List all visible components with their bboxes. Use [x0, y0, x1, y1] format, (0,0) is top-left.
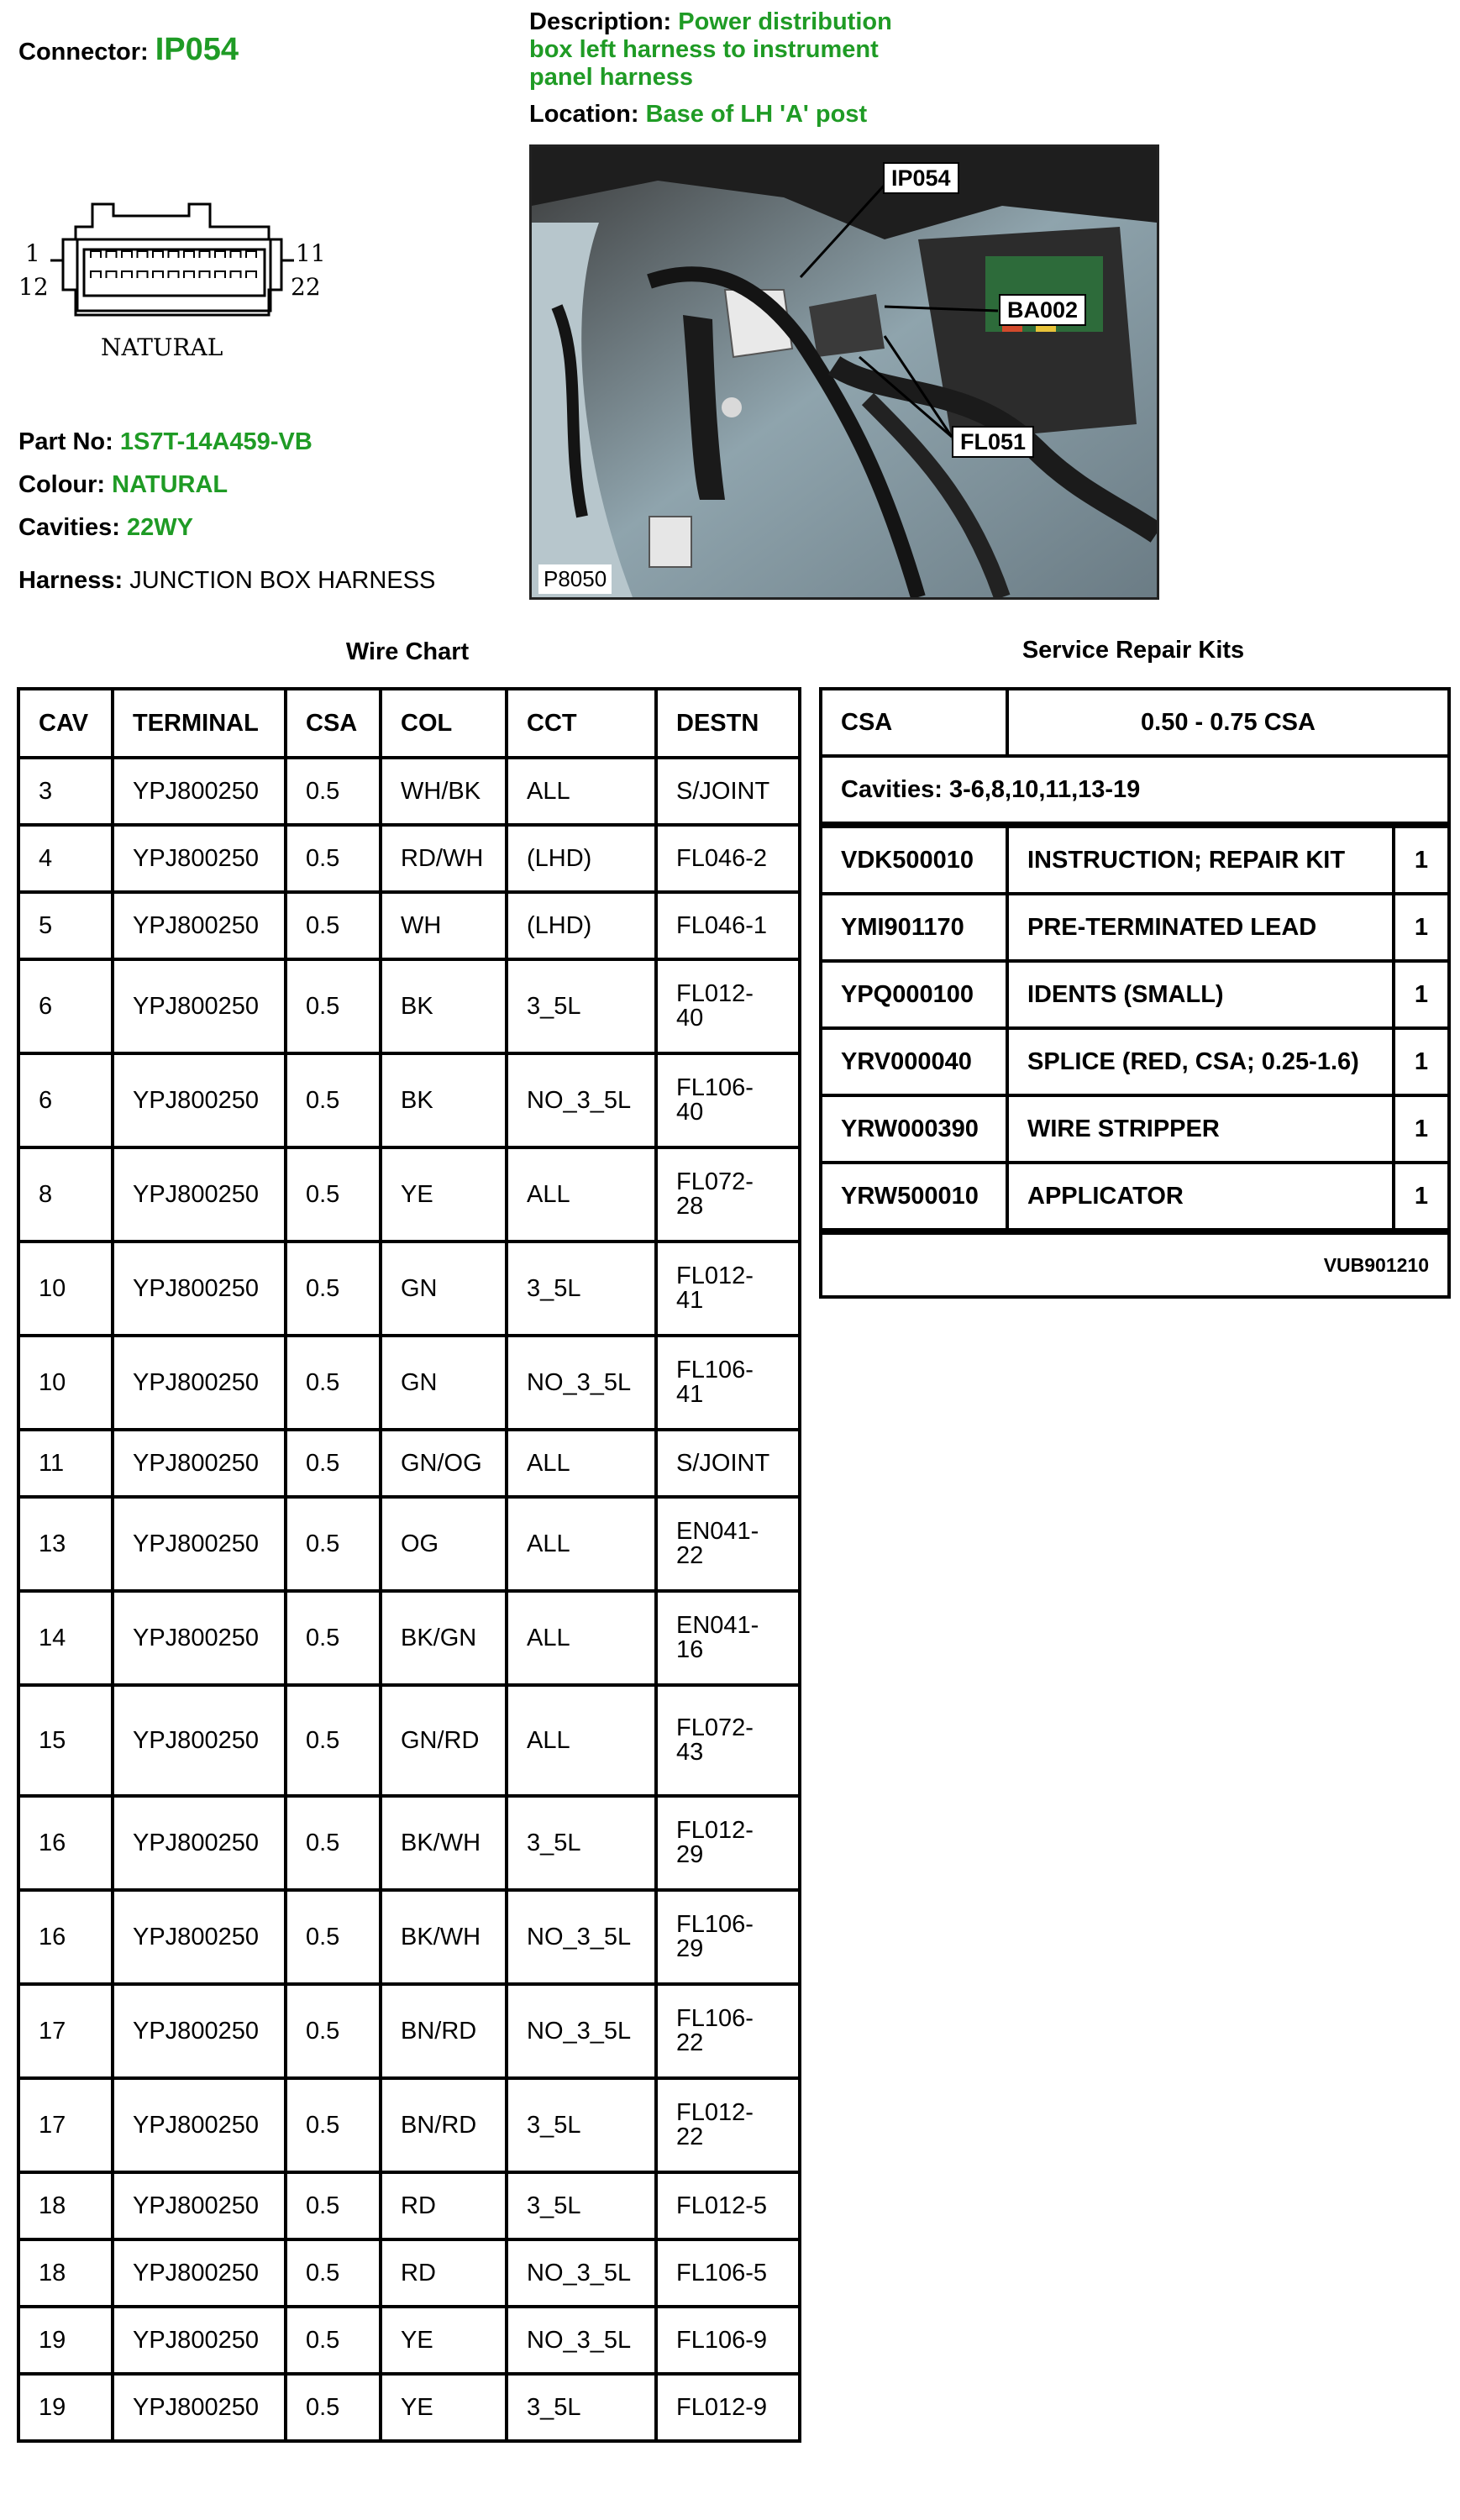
- cell-cav: 6: [18, 1053, 113, 1147]
- cell-destn: FL012- 29: [656, 1796, 800, 1890]
- cell-terminal: YPJ800250: [113, 2374, 286, 2441]
- colour-value: NATURAL: [112, 471, 228, 498]
- cell-destn: FL106- 41: [656, 1336, 800, 1430]
- connector-pin-icon: [91, 271, 101, 278]
- header-csa: CSA: [286, 689, 381, 758]
- table-row: [18, 1336, 800, 1430]
- cell-cct: 3_5L: [507, 1242, 656, 1336]
- cell-cav: 13: [18, 1497, 113, 1591]
- description-label: Description:: [529, 8, 672, 35]
- cell-cav: 18: [18, 2172, 113, 2239]
- cavities-line: [18, 514, 193, 542]
- cell-cct: 3_5L: [507, 2078, 656, 2172]
- cell-csa: 0.5: [286, 1984, 381, 2078]
- cell-destn: FL072- 43: [656, 1685, 800, 1796]
- kit-item-row: [821, 961, 1449, 1028]
- cell-terminal: YPJ800250: [113, 2239, 286, 2307]
- csa-label: CSA: [821, 689, 1007, 756]
- cell-destn: FL012- 40: [656, 959, 800, 1053]
- kit-description: APPLICATOR: [1007, 1163, 1394, 1231]
- connector-pin-icon: [122, 251, 132, 258]
- kit-description: INSTRUCTION; REPAIR KIT: [1007, 825, 1394, 894]
- table-row: [18, 1685, 800, 1796]
- table-row: [18, 2307, 800, 2374]
- cell-cav: 18: [18, 2239, 113, 2307]
- cell-cct: NO_3_5L: [507, 2307, 656, 2374]
- cell-col: OG: [381, 1497, 507, 1591]
- cell-terminal: YPJ800250: [113, 1685, 286, 1796]
- kit-item-row: [821, 825, 1449, 894]
- table-row: [18, 1796, 800, 1890]
- cell-destn: FL072- 28: [656, 1147, 800, 1242]
- cell-col: BK/GN: [381, 1591, 507, 1685]
- cell-csa: 0.5: [286, 2239, 381, 2307]
- cell-csa: 0.5: [286, 1336, 381, 1430]
- cell-cct: (LHD): [507, 892, 656, 959]
- cell-col: BN/RD: [381, 1984, 507, 2078]
- cell-cct: NO_3_5L: [507, 1890, 656, 1984]
- cell-cct: 3_5L: [507, 1796, 656, 1890]
- cell-cav: 10: [18, 1242, 113, 1336]
- cell-terminal: YPJ800250: [113, 1053, 286, 1147]
- table-row: [18, 1147, 800, 1242]
- connector-pin-icon: [184, 271, 194, 278]
- location-photo: [529, 144, 1159, 600]
- callout-fl051: FL051: [952, 426, 1034, 458]
- kit-qty: 1: [1394, 825, 1449, 894]
- cell-col: WH: [381, 892, 507, 959]
- cell-cav: 17: [18, 2078, 113, 2172]
- cell-cct: NO_3_5L: [507, 2239, 656, 2307]
- wire-chart-title: Wire Chart: [345, 638, 470, 665]
- cell-cct: ALL: [507, 1147, 656, 1242]
- table-row: [18, 2374, 800, 2441]
- colour-line: [18, 471, 228, 499]
- cell-cct: NO_3_5L: [507, 1984, 656, 2078]
- connector-colour-caption: NATURAL: [101, 333, 223, 361]
- cell-cct: 3_5L: [507, 2172, 656, 2239]
- pin-12-label: 12: [18, 273, 49, 301]
- cell-cav: 17: [18, 1984, 113, 2078]
- cell-destn: FL106- 29: [656, 1890, 800, 1984]
- cell-col: GN: [381, 1336, 507, 1430]
- location-line: [529, 101, 867, 129]
- cell-destn: FL106-5: [656, 2239, 800, 2307]
- cell-cav: 8: [18, 1147, 113, 1242]
- cell-col: BK: [381, 1053, 507, 1147]
- header-destn: DESTN: [656, 689, 800, 758]
- cell-terminal: YPJ800250: [113, 1242, 286, 1336]
- cell-cav: 3: [18, 758, 113, 825]
- cell-cav: 6: [18, 959, 113, 1053]
- cell-terminal: YPJ800250: [113, 1984, 286, 2078]
- cell-terminal: YPJ800250: [113, 1147, 286, 1242]
- cell-cav: 10: [18, 1336, 113, 1430]
- cell-col: GN: [381, 1242, 507, 1336]
- cell-terminal: YPJ800250: [113, 1497, 286, 1591]
- cell-terminal: YPJ800250: [113, 825, 286, 892]
- table-row: [18, 959, 800, 1053]
- cell-cct: ALL: [507, 1497, 656, 1591]
- connector-pin-icon: [246, 251, 256, 258]
- pin-11-label: 11: [296, 239, 326, 267]
- kit-qty: 1: [1394, 894, 1449, 961]
- table-row: [18, 1497, 800, 1591]
- kit-item-row: [821, 1028, 1449, 1095]
- cavities-value: 22WY: [126, 514, 193, 541]
- connector-label: Connector:: [18, 39, 149, 66]
- connector-pin-icon: [107, 271, 117, 278]
- repair-kits-title: Service Repair Kits: [1021, 637, 1245, 664]
- kit-qty: 1: [1394, 1095, 1449, 1163]
- kit-code: VDK500010: [821, 825, 1007, 894]
- table-row: [18, 892, 800, 959]
- cell-col: BK: [381, 959, 507, 1053]
- part-no-label: Part No:: [18, 428, 113, 455]
- table-row: [18, 1890, 800, 1984]
- pin-22-label: 22: [291, 273, 321, 301]
- connector-pin-icon: [215, 251, 225, 258]
- description-line-2: box left harness to instrument: [529, 36, 879, 63]
- connector-pin-icon: [169, 251, 179, 258]
- cell-terminal: YPJ800250: [113, 2078, 286, 2172]
- cell-cct: (LHD): [507, 825, 656, 892]
- cell-cct: ALL: [507, 1591, 656, 1685]
- cell-csa: 0.5: [286, 1497, 381, 1591]
- cell-csa: 0.5: [286, 892, 381, 959]
- connector-pin-icon: [169, 271, 179, 278]
- cell-terminal: YPJ800250: [113, 758, 286, 825]
- kit-description: PRE-TERMINATED LEAD: [1007, 894, 1394, 961]
- kit-description: SPLICE (RED, CSA; 0.25-1.6): [1007, 1028, 1394, 1095]
- cell-cav: 19: [18, 2307, 113, 2374]
- cell-destn: FL012- 41: [656, 1242, 800, 1336]
- cell-terminal: YPJ800250: [113, 892, 286, 959]
- cell-destn: FL012-5: [656, 2172, 800, 2239]
- harness-photo-illustration: [532, 147, 1157, 597]
- table-row: [18, 2078, 800, 2172]
- cell-cct: ALL: [507, 1685, 656, 1796]
- table-row: [18, 1430, 800, 1497]
- cell-col: GN/RD: [381, 1685, 507, 1796]
- cell-col: BK/WH: [381, 1890, 507, 1984]
- cell-terminal: YPJ800250: [113, 1430, 286, 1497]
- cell-csa: 0.5: [286, 959, 381, 1053]
- cell-cct: ALL: [507, 1430, 656, 1497]
- cell-csa: 0.5: [286, 1430, 381, 1497]
- cell-terminal: YPJ800250: [113, 2307, 286, 2374]
- cell-terminal: YPJ800250: [113, 1890, 286, 1984]
- kit-cavities: Cavities: 3-6,8,10,11,13-19: [821, 756, 1449, 825]
- table-row: [18, 825, 800, 892]
- connector-heading: [18, 32, 239, 68]
- callout-ba002: BA002: [999, 294, 1086, 326]
- callout-ip054: IP054: [883, 162, 959, 194]
- cell-col: YE: [381, 2374, 507, 2441]
- cell-csa: 0.5: [286, 1053, 381, 1147]
- cell-col: BK/WH: [381, 1796, 507, 1890]
- harness-line: [18, 567, 435, 595]
- connector-pin-icon: [184, 251, 194, 258]
- harness-value: JUNCTION BOX HARNESS: [129, 567, 436, 594]
- description-line-1: Power distribution: [678, 8, 892, 35]
- cell-csa: 0.5: [286, 1242, 381, 1336]
- cell-cav: 11: [18, 1430, 113, 1497]
- cell-col: BN/RD: [381, 2078, 507, 2172]
- cell-cav: 16: [18, 1890, 113, 1984]
- cell-destn: FL012-9: [656, 2374, 800, 2441]
- kit-reference-row: [821, 1231, 1449, 1297]
- kit-code: YPQ000100: [821, 961, 1007, 1028]
- cell-cct: NO_3_5L: [507, 1053, 656, 1147]
- kit-code: YRW500010: [821, 1163, 1007, 1231]
- connector-pin-icon: [138, 271, 148, 278]
- cell-csa: 0.5: [286, 825, 381, 892]
- cavities-row: [821, 756, 1449, 825]
- cell-destn: S/JOINT: [656, 1430, 800, 1497]
- cell-col: RD: [381, 2172, 507, 2239]
- kit-item-row: [821, 1095, 1449, 1163]
- kit-qty: 1: [1394, 1028, 1449, 1095]
- cell-terminal: YPJ800250: [113, 1336, 286, 1430]
- description-line-3: panel harness: [529, 64, 694, 91]
- cell-csa: 0.5: [286, 1147, 381, 1242]
- kit-code: YRV000040: [821, 1028, 1007, 1095]
- cell-cav: 5: [18, 892, 113, 959]
- table-row: [18, 758, 800, 825]
- cell-cct: NO_3_5L: [507, 1336, 656, 1430]
- repair-kits-table: [819, 687, 1451, 1299]
- connector-face-diagram: [17, 189, 336, 374]
- connector-pin-icon: [200, 251, 210, 258]
- cell-csa: 0.5: [286, 2307, 381, 2374]
- cell-cav: 19: [18, 2374, 113, 2441]
- cell-csa: 0.5: [286, 1796, 381, 1890]
- cell-col: GN/OG: [381, 1430, 507, 1497]
- pin-1-label: 1: [25, 239, 40, 267]
- wire-chart-header-row: [18, 689, 800, 758]
- connector-pin-icon: [107, 251, 117, 258]
- cell-cct: 3_5L: [507, 959, 656, 1053]
- wire-chart-table: [17, 687, 801, 2443]
- cell-col: YE: [381, 1147, 507, 1242]
- location-value: Base of LH 'A' post: [645, 101, 868, 128]
- cell-destn: FL046-1: [656, 892, 800, 959]
- kit-item-row: [821, 894, 1449, 961]
- cell-destn: EN041- 22: [656, 1497, 800, 1591]
- photo-reference: P8050: [538, 564, 612, 594]
- connector-pin-icon: [246, 271, 256, 278]
- cell-destn: EN041- 16: [656, 1591, 800, 1685]
- cell-cct: 3_5L: [507, 2374, 656, 2441]
- connector-pin-icon: [122, 271, 132, 278]
- csa-row: [821, 689, 1449, 756]
- cell-terminal: YPJ800250: [113, 1591, 286, 1685]
- location-label: Location:: [529, 101, 639, 128]
- connector-pin-icon: [91, 251, 101, 258]
- table-row: [18, 1053, 800, 1147]
- header-cav: CAV: [18, 689, 113, 758]
- cell-col: YE: [381, 2307, 507, 2374]
- part-no-line: [18, 428, 312, 456]
- connector-pin-icon: [138, 251, 148, 258]
- table-row: [18, 2239, 800, 2307]
- csa-value: 0.50 - 0.75 CSA: [1007, 689, 1449, 756]
- cell-csa: 0.5: [286, 1591, 381, 1685]
- cell-destn: FL106- 40: [656, 1053, 800, 1147]
- table-row: [18, 2172, 800, 2239]
- table-row: [18, 1984, 800, 2078]
- cell-destn: FL012- 22: [656, 2078, 800, 2172]
- header-terminal: TERMINAL: [113, 689, 286, 758]
- cell-csa: 0.5: [286, 2078, 381, 2172]
- kit-description: IDENTS (SMALL): [1007, 961, 1394, 1028]
- cell-destn: S/JOINT: [656, 758, 800, 825]
- connector-pin-icon: [153, 271, 163, 278]
- header-col: COL: [381, 689, 507, 758]
- cell-terminal: YPJ800250: [113, 1796, 286, 1890]
- header-cct: CCT: [507, 689, 656, 758]
- connector-pin-icon: [215, 271, 225, 278]
- cell-csa: 0.5: [286, 758, 381, 825]
- connector-pin-icon: [200, 271, 210, 278]
- table-row: [18, 1591, 800, 1685]
- connector-pin-icon: [153, 251, 163, 258]
- cell-csa: 0.5: [286, 1890, 381, 1984]
- cell-csa: 0.5: [286, 2172, 381, 2239]
- cell-csa: 0.5: [286, 2374, 381, 2441]
- cell-col: RD: [381, 2239, 507, 2307]
- kit-reference: VUB901210: [821, 1231, 1449, 1297]
- description-block: [529, 8, 932, 92]
- cell-cav: 15: [18, 1685, 113, 1796]
- cell-terminal: YPJ800250: [113, 2172, 286, 2239]
- kit-code: YMI901170: [821, 894, 1007, 961]
- cell-cct: ALL: [507, 758, 656, 825]
- cell-col: WH/BK: [381, 758, 507, 825]
- kit-qty: 1: [1394, 1163, 1449, 1231]
- kit-description: WIRE STRIPPER: [1007, 1095, 1394, 1163]
- table-row: [18, 1242, 800, 1336]
- cavities-label: Cavities:: [18, 514, 120, 541]
- cell-destn: FL106- 22: [656, 1984, 800, 2078]
- cell-destn: FL046-2: [656, 825, 800, 892]
- cell-col: RD/WH: [381, 825, 507, 892]
- kit-qty: 1: [1394, 961, 1449, 1028]
- colour-label: Colour:: [18, 471, 106, 498]
- part-no-value: 1S7T-14A459-VB: [119, 428, 312, 455]
- cell-destn: FL106-9: [656, 2307, 800, 2374]
- cell-cav: 16: [18, 1796, 113, 1890]
- cell-csa: 0.5: [286, 1685, 381, 1796]
- kit-item-row: [821, 1163, 1449, 1231]
- connector-pin-icon: [231, 251, 241, 258]
- connector-id: IP054: [155, 32, 239, 67]
- kit-code: YRW000390: [821, 1095, 1007, 1163]
- harness-label: Harness:: [18, 567, 123, 594]
- cell-cav: 14: [18, 1591, 113, 1685]
- cell-terminal: YPJ800250: [113, 959, 286, 1053]
- connector-pin-icon: [231, 271, 241, 278]
- cell-cav: 4: [18, 825, 113, 892]
